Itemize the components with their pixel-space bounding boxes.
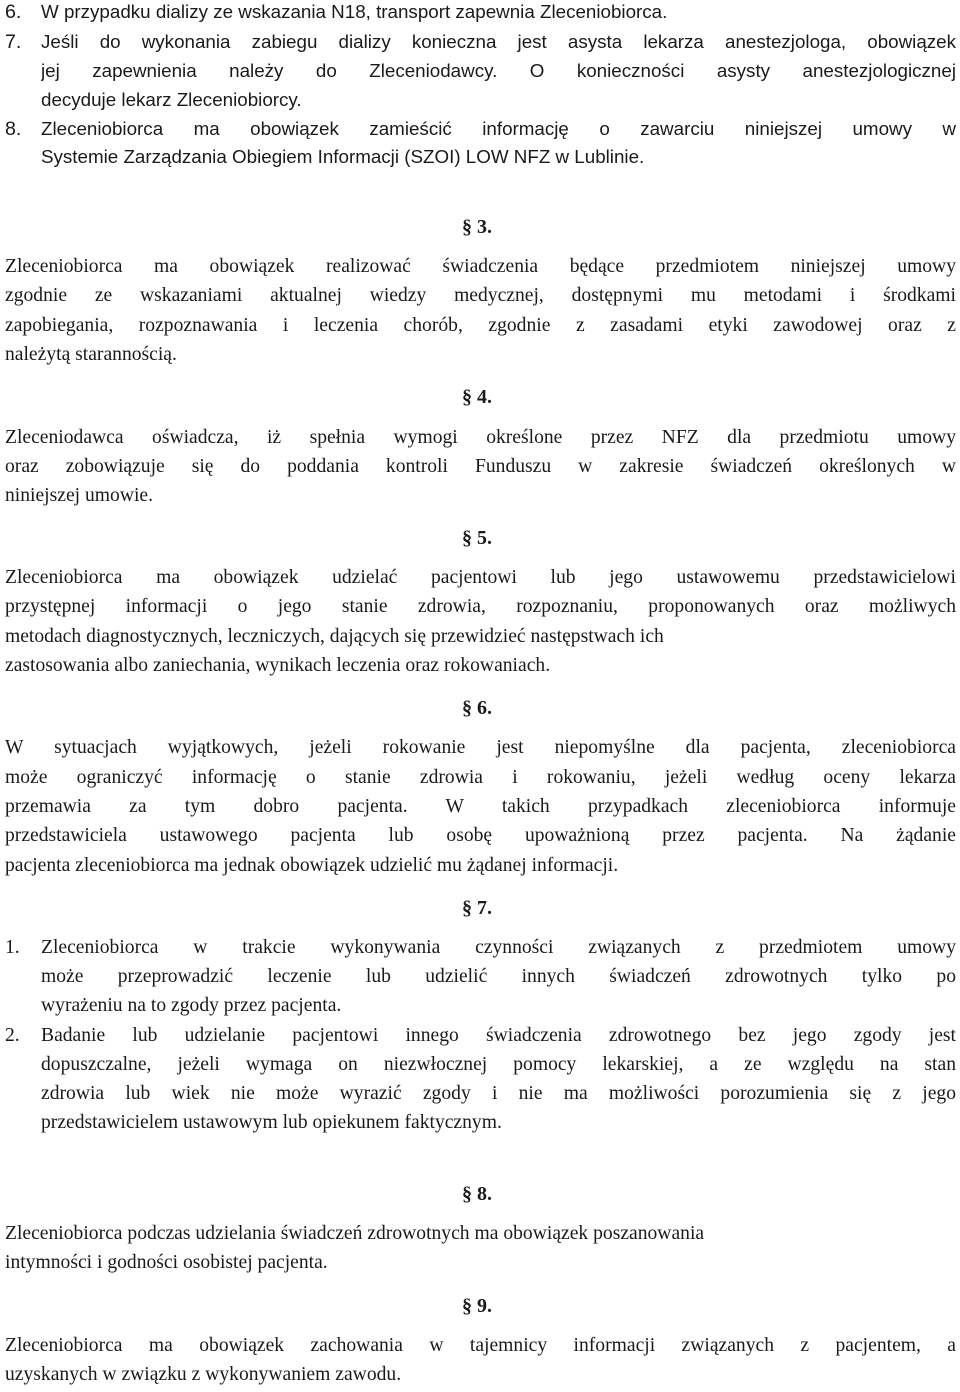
item-text-line: decyduje lekarz Zleceniobiorcy. <box>41 89 302 110</box>
paragraph-line: przystępnej informacji o jego stanie zdrowia, rozpoznaniu, proponowanych oraz możliwych <box>5 596 956 617</box>
section-heading: § 4. <box>462 386 492 408</box>
item-text-line: może przeprowadzić leczenie lub udzielić innych świadczeń zdrowotnych tylko po <box>41 966 956 987</box>
paragraph-line: niniejszej umowie. <box>5 485 154 506</box>
item-text-line: Zleceniobiorca w trakcie wykonywania czynności związanych z przedmiotem umowy <box>41 937 956 958</box>
section-heading: § 3. <box>462 216 492 238</box>
paragraph-line: Zleceniobiorca ma obowiązek udzielać pacjentowi lub jego ustawowemu przedstawicielowi <box>5 567 956 588</box>
item-text-line: jej zapewnienia należy do Zleceniodawcy. O konieczności asysty anestezjologicznej <box>41 60 956 81</box>
paragraph-line: zastosowania albo zaniechania, wynikach leczenia oraz rokowaniach. <box>5 655 551 676</box>
item-text-line: Badanie lub udzielanie pacjentowi innego świadczenia zdrowotnego bez jego zgody jest <box>41 1025 956 1046</box>
item-number: 2. <box>5 1025 20 1046</box>
section-heading: § 5. <box>462 527 492 549</box>
item-number: 7. <box>5 31 22 53</box>
section-heading: § 7. <box>462 897 492 919</box>
section-heading: § 9. <box>462 1295 492 1317</box>
item-text-line: przedstawicielem ustawowym lub opiekunem faktycznym. <box>41 1112 502 1133</box>
paragraph-line: Zleceniodawca oświadcza, iż spełnia wymogi określone przez NFZ dla przedmiotu umowy <box>5 427 956 448</box>
section-heading: § 6. <box>462 697 492 719</box>
item-number: 1. <box>5 937 20 958</box>
paragraph-line: uzyskanych w związku z wykonywaniem zawodu. <box>5 1364 402 1385</box>
paragraph-line: metodach diagnostycznych, leczniczych, dających się przewidzieć następstwach ich <box>5 626 664 647</box>
item-text-line: Zleceniobiorca ma obowiązek zamieścić informację o zawarciu niniejszej umowy w <box>41 118 956 139</box>
item-text-line: Systemie Zarządzania Obiegiem Informacji (SZOI) LOW NFZ w Lublinie. <box>41 146 645 167</box>
item-text-line: wyrażeniu na to zgody przez pacjenta. <box>41 995 342 1016</box>
paragraph-line: zapobiegania, rozpoznawania i leczenia chorób, zgodnie z zasadami etyki zawodowej oraz z <box>5 315 956 336</box>
paragraph-line: oraz zobowiązuje się do poddania kontroli Funduszu w zakresie świadczeń określonych w <box>5 456 956 477</box>
paragraph-line: przemawia za tym dobro pacjenta. W takich przypadkach zleceniobiorca informuje <box>5 796 956 817</box>
paragraph-line: może ograniczyć informację o stanie zdrowia i rokowaniu, jeżeli według oceny lekarza <box>5 767 956 788</box>
paragraph-line: pacjenta zleceniobiorca ma jednak obowiązek udzielić mu żądanej informacji. <box>5 855 619 876</box>
item-number: 6. <box>5 1 22 23</box>
paragraph-line: należytą starannością. <box>5 344 177 365</box>
paragraph-line: zgodnie ze wskazaniami aktualnej wiedzy medycznej, dostępnymi mu metodami i środkami <box>5 285 956 306</box>
item-text-line: W przypadku dializy ze wskazania N18, transport zapewnia Zleceniobiorca. <box>41 1 668 22</box>
paragraph-line: W sytuacjach wyjątkowych, jeżeli rokowanie jest niepomyślne dla pacjenta, zleceniobiorca <box>5 737 956 758</box>
paragraph-line: Zleceniobiorca ma obowiązek zachowania w tajemnicy informacji związanych z pacjentem, a <box>5 1335 956 1356</box>
paragraph-line: Zleceniobiorca ma obowiązek realizować świadczenia będące przedmiotem niniejszej umowy <box>5 256 956 277</box>
item-text-line: dopuszczalne, jeżeli wymaga on niezwłocznej pomocy lekarskiej, a ze względu na stan <box>41 1054 956 1075</box>
paragraph-line: przedstawiciela ustawowego pacjenta lub osobę upoważnioną przez pacjenta. Na żądanie <box>5 825 956 846</box>
section-heading: § 8. <box>462 1183 492 1205</box>
paragraph-line: intymności i godności osobistej pacjenta. <box>5 1252 328 1273</box>
paragraph-line: Zleceniobiorca podczas udzielania świadczeń zdrowotnych ma obowiązek poszanowania <box>5 1223 705 1244</box>
item-text-line: zdrowia lub wiek nie może wyrazić zgody i nie ma możliwości porozumienia się z jego <box>41 1083 956 1104</box>
item-number: 8. <box>5 118 22 140</box>
item-text-line: Jeśli do wykonania zabiegu dializy konieczna jest asysta lekarza anestezjologa, obowiązek <box>41 31 956 52</box>
